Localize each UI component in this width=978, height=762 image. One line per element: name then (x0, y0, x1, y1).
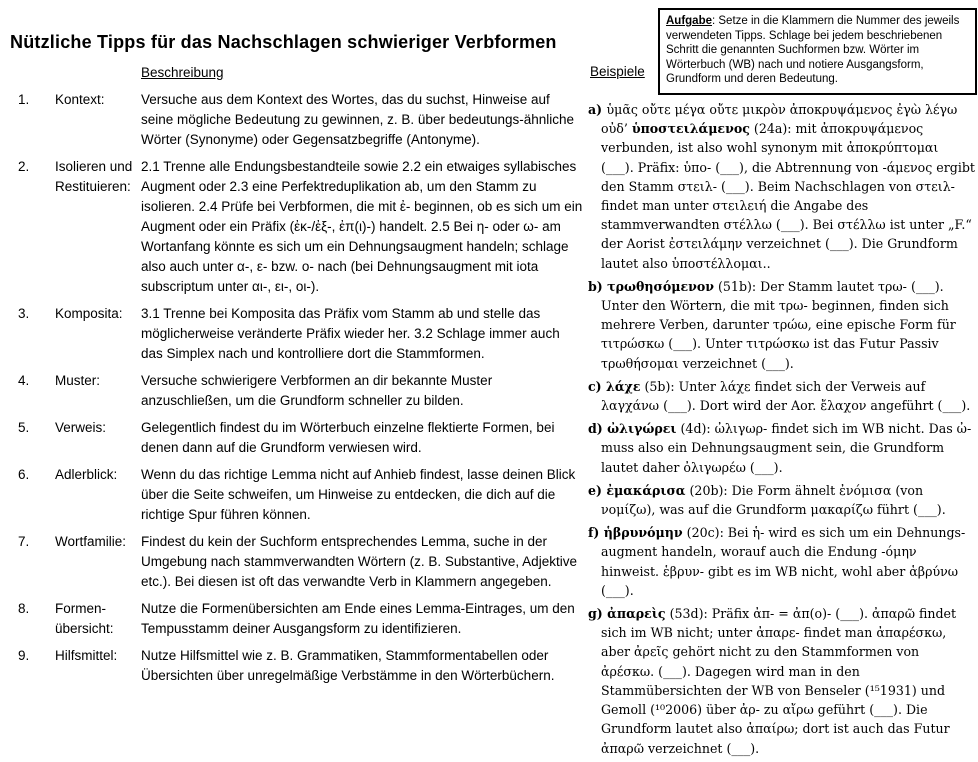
tip-label: Verweis: (55, 420, 107, 435)
tip-description: Nutze Hilfsmittel wie z. B. Grammatiken, Stammformentabellen oder Übersichten über unregelmäßige Verbstämme in den Wörterbüchern. (141, 648, 555, 683)
example-text: ἐμακάρισα (606, 482, 686, 498)
example-text: ὑμᾶς οὔτε μέγα οὔτε μικρὸν ἀποκρυψάμενος ἐγὼ λέγω οὐδ’ (601, 102, 958, 137)
tip-number: 8. (18, 601, 30, 616)
tip-description: Gelegentlich findest du im Wörterbuch einzelne flektierte Formen, bei denen dann auf die Grundform verwiesen wird. (141, 420, 555, 455)
example-item (588, 277, 975, 373)
examples-section (588, 100, 975, 762)
example-letter: b) (588, 278, 608, 294)
example-text: ἀπαρεὶς (607, 606, 666, 622)
tip-label: Adlerblick: (55, 467, 118, 482)
tip-description: Versuche aus dem Kontext des Wortes, das du suchst, Hinweise auf seine mögliche Bedeutung zu gewinnen, z. B. über bedeutungs-ähnliche Wörter (Synonyme) oder Gegensatzbegriffe (Antonyme). (141, 92, 575, 147)
example-letter: d) (588, 421, 608, 437)
tip-label: Komposita: (55, 306, 123, 321)
tip-number: 3. (18, 306, 30, 321)
example-text: λάχε (606, 378, 641, 394)
example-text: (20b): Die Form ähnelt ἐνόμισα (von νομίζω), was auf die Grundform μακαρίζω führt (___). (601, 482, 946, 518)
tip-description: Findest du kein der Suchform entsprechendes Lemma, suche in der Umgebung nach stammverwandten Wörtern (z. B. Substantive, Adjektive etc.). Bei diesen ist oft das verwandte Verb in Klammern angegeben. (141, 534, 577, 589)
examples-column-header: Beispiele (590, 64, 645, 79)
example-text: (51b): Der Stamm lautet τρω- (___). Unter den Wörtern, die mit τρω- beginnen, finden sich mehrere Verben, darunter τρώω, eine epische Form für τιτρώσκω (___). Unter τιτρώσκω ist das Futur Passiv τρωθήσομαι verzeichnet (___). (601, 278, 956, 371)
example-item (588, 377, 975, 415)
header-spacer (55, 63, 141, 83)
tip-description: Wenn du das richtige Lemma nicht auf Anhieb findest, lasse deinen Blick über die Seite schweifen, um Hinweise zu entdecken, die dich auf die richtige Spur führen können. (141, 467, 576, 522)
description-column-header: Beschreibung (141, 65, 224, 80)
example-text: ὑποστειλάμενος (631, 121, 750, 137)
example-item (588, 419, 975, 477)
example-letter: g) (588, 606, 608, 622)
tip-label: Isolieren und Restituieren: (55, 159, 133, 194)
example-text: τρωθησόμενον (607, 278, 714, 294)
task-box (658, 8, 977, 95)
example-letter: c) (588, 378, 607, 394)
example-letter: a) (588, 102, 607, 117)
tip-number: 9. (18, 648, 30, 663)
tip-number: 5. (18, 420, 30, 435)
example-text: (5b): Unter λάχε findet sich der Verweis auf λαγχάνω (___). Dort wird der Aor. ἔλαχον angeführt (___). (601, 378, 971, 414)
tips-section (10, 32, 584, 686)
example-letter: f) (588, 525, 604, 541)
tip-number: 6. (18, 467, 30, 482)
example-text: ὠλιγώρει (607, 421, 677, 437)
example-text: (4d): ὠλιγωρ- findet sich im WB nicht. Das ὠ- muss also ein Dehnungsaugment sein, die Grundform lautet daher ὀλιγωρέω (___). (601, 421, 972, 475)
example-item (588, 523, 975, 600)
tip-label: Wortfamilie: (55, 534, 127, 549)
page-title: Nützliche Tipps für das Nachschlagen schwieriger Verbformen (10, 32, 557, 52)
tip-label: Formen-übersicht: (55, 601, 114, 636)
example-text: (53d): Präfix ἀπ- = ἀπ(ο)- (___). ἀπαρῶ findet sich im WB nicht; unter ἀπαρε- findet man ἀπαρέσκω, aber ἀρεῖς gehört nicht zu den Stammformen von ἀρέσκω. (___). Dagegen wird man in den Stammübersichten der WB von Benseler (¹⁵1931) und Gemoll (¹⁰2006) über ἀρ- zu αἴρω geführt (___). Die Grundform lautet also ἀπαίρω; dort ist auch das Futur ἀπαρῶ verzeichnet (___). (601, 606, 957, 756)
tip-label: Muster: (55, 373, 101, 388)
task-text: : Setze in die Klammern die Nummer des jeweils verwendeten Tipps. Schlage bei jedem beschriebenen Schritt die genannten Suchformen bzw. Wörter im Wörterbuch (WB) nach und notiere Ausgangsform, Grundform und deren Bedeutung. (666, 15, 960, 86)
tip-number: 2. (18, 159, 30, 174)
example-text: (24a): mit ἀποκρυψάμενος verbunden, ist also wohl synonym mit ἀποκρύπτομαι (___). Präfix: ὑπο- (___), die Abtrennung von -άμενος ergibt den Stamm στειλ- (___). Beim Nachschlagen von στειλ- findet man unter στειλειή die Angabe des stammverwandten στέλλω (___). Bei στέλλω ist unter „F.“ der Aorist ἐστειλάμην verzeichnet (___). Die Grundform lautet also ὑποστέλλομαι.. (601, 121, 975, 271)
tip-label: Kontext: (55, 92, 105, 107)
tip-description: Nutze die Formenübersichten am Ende eines Lemma-Eintrages, um den Tempusstamm deiner Ausgangsform zu identifizieren. (141, 601, 575, 636)
example-item (588, 100, 975, 273)
tip-label: Hilfsmittel: (55, 648, 118, 663)
tip-number: 1. (18, 92, 30, 107)
example-text: (20c): Bei ἡ- wird es sich um ein Dehnungs-augment handeln, worauf auch die Endung -όμην hinweist. ἑβρυν- gibt es im WB nicht, wohl aber ἁβρύνω (___). (601, 525, 966, 598)
tips-table (18, 63, 584, 686)
tip-description: 3.1 Trenne bei Komposita das Präfix vom Stamm ab und stelle das möglicherweise veränderte Präfix wieder her. 3.2 Schlage immer auch das Simplex nach und kontrolliere dort die Stammformen. (141, 306, 560, 361)
example-text: ἡβρυνόμην (603, 525, 683, 541)
header-spacer (18, 63, 55, 83)
tip-description: Versuche schwierigere Verbformen an dir bekannte Muster anzuschließen, um die Grundform schneller zu bilden. (141, 373, 493, 408)
example-letter: e) (588, 482, 607, 498)
tip-description: 2.1 Trenne alle Endungsbestandteile sowie 2.2 ein etwaiges syllabisches Augment oder 2.3 eine Perfektreduplikation ab, um den Stamm zu isolieren. 2.4 Prüfe bei Verbformen, die mit ἐ- beginnen, ob es sich um ein Augment oder ein Präfix (ἐκ-/ἐξ-, ἐπ(ι)-) handelt. 2.5 Bei η- oder ω- am Wortanfang könnte es sich um ein Dehnungsaugment handeln; schlage also auch unter α-, ε- bzw. ο- nach (bei Dehnungsaugment mit iota subscriptum unter αι-, ει-, οι-). (141, 159, 583, 294)
task-label: Aufgabe (666, 15, 712, 27)
tip-number: 7. (18, 534, 30, 549)
example-item (588, 604, 975, 758)
tip-number: 4. (18, 373, 30, 388)
example-item (588, 481, 975, 519)
